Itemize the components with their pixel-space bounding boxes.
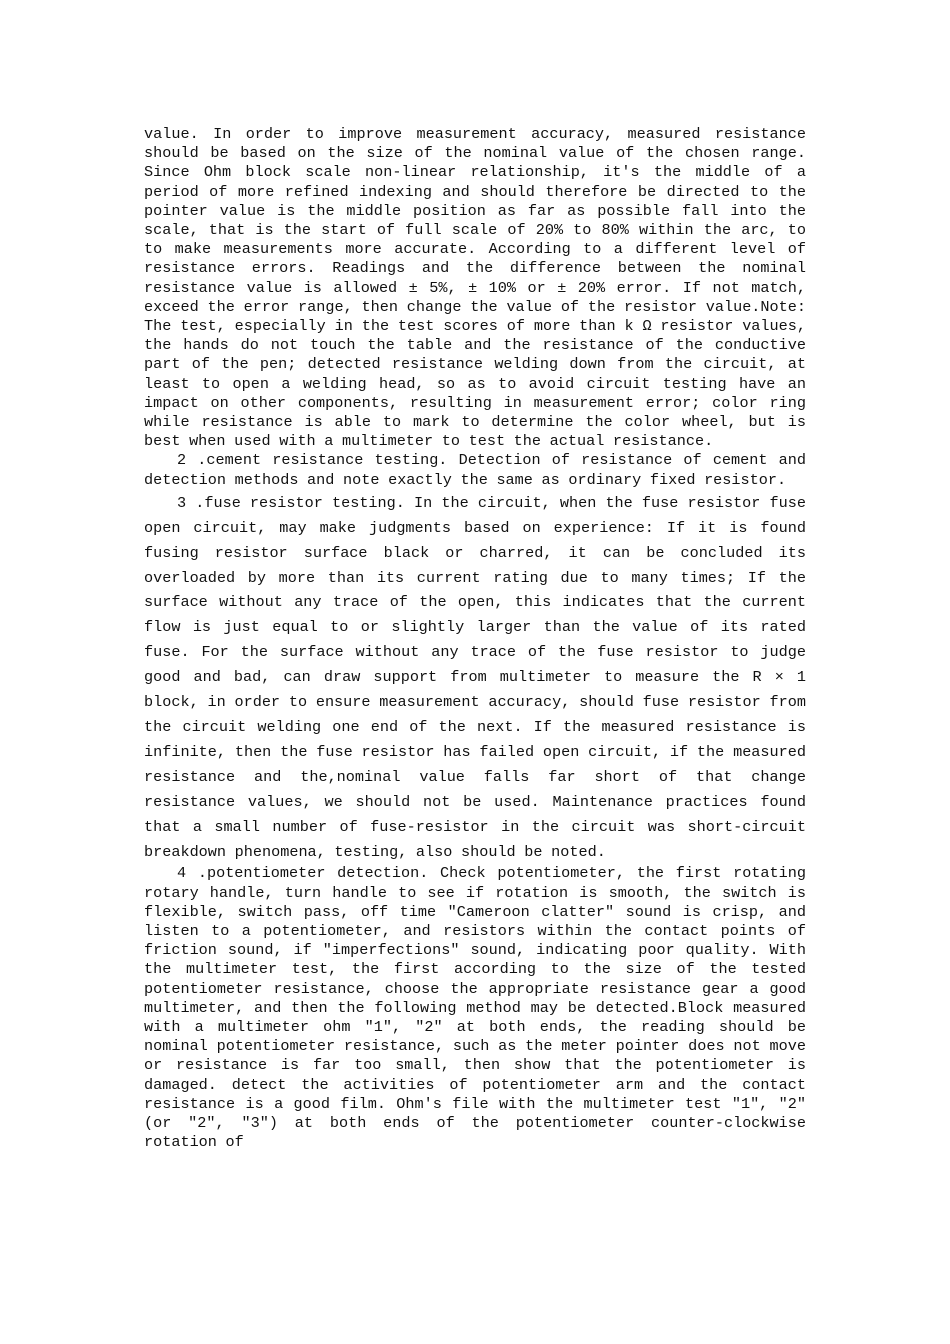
- paragraph-cement-resistance-testing: 2 .cement resistance testing. Detection of resistance of cement and detection methods and note exactly the same as ordinary fixed resistor.: [144, 451, 806, 489]
- paragraph-potentiometer-detection: 4 .potentiometer detection. Check potentiometer, the first rotating rotary handle, turn handle to see if rotation is smooth, the switch is flexible, switch pass, off time "Cameroon clatter" sound is crisp, and listen to a potentiometer, and resistors within the contact points of friction sound, if "imperfections" sound, indicating poor quality. With the multimeter test, the first according to the size of the tested potentiometer resistance, choose the appropriate resistance gear a good multimeter, and then the following method may be detected.Block measured with a multimeter ohm "1", "2" at both ends, the reading should be nominal potentiometer resistance, such as the meter pointer does not move or resistance is far too small, then show that the potentiometer is damaged. detect the activities of potentiometer arm and the contact resistance is a good film. Ohm's file with the multimeter test "1", "2" (or "2", "3") at both ends of the potentiometer counter-clockwise rotation of: [144, 864, 806, 1152]
- paragraph-fuse-resistor-testing: 3 .fuse resistor testing. In the circuit, when the fuse resistor fuse open circuit, may make judgments based on experience: If it is found fusing resistor surface black or charred, it can be concluded its overloaded by more than its current rating due to many times; If the surface without any trace of the open, this indicates that the current flow is just equal to or slightly larger than the value of its rated fuse. For the surface without any trace of the fuse resistor to judge good and bad, can draw support from multimeter to measure the R × 1 block, in order to ensure measurement accuracy, should fuse resistor from the circuit welding one end of the next. If the measured resistance is infinite, then the fuse resistor has failed open circuit, if the measured resistance and the,nominal value falls far short of that change resistance values, we should not be used. Maintenance practices found that a small number of fuse-resistor in the circuit was short-circuit breakdown phenomena, testing, also should be noted.: [144, 493, 806, 861]
- paragraph-resistance-measurement: value. In order to improve measurement accuracy, measured resistance should be based on the size of the nominal value of the chosen range. Since Ohm block scale non-linear relationship, it's the middle of a period of more refined indexing and should therefore be directed to the pointer value is the middle position as far as possible fall into the scale, that is the start of full scale of 20% to 80% within the arc, to to make measurements more accurate. According to a different level of resistance errors. Readings and the difference between the nominal resistance value is allowed ± 5%, ± 10% or ± 20% error. If not match, exceed the error range, then change the value of the resistor value.Note: The test, especially in the test scores of more than k Ω resistor values, the hands do not touch the table and the resistance of the conductive part of the pen; detected resistance welding down from the circuit, at least to open a welding head, so as to avoid circuit testing have an impact on other components, resulting in measurement error; color ring while resistance is able to mark to determine the color wheel, but is best when used with a multimeter to test the actual resistance.: [144, 125, 806, 451]
- document-page: [144, 125, 806, 1153]
